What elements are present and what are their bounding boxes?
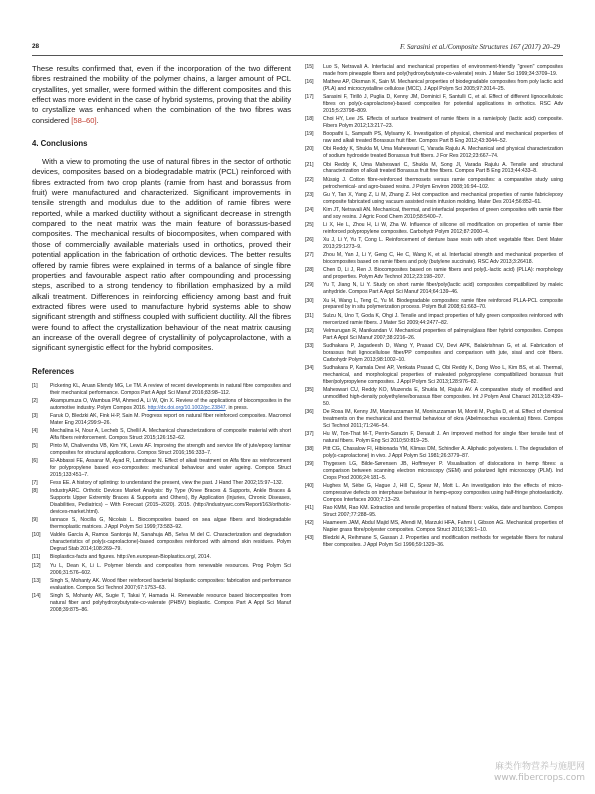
reference-number: [26] [305, 237, 314, 244]
reference-item [305, 79, 563, 93]
reference-text: Xu H, Wang L, Teng C, Yu M. Biodegradable composites: ramie fibre reinforced PLLA-PCL composite prepared by in situ polymerization process. Polym Bull 2008;61:663–70. [323, 297, 563, 311]
reference-item [305, 116, 563, 130]
reference-item [32, 413, 291, 427]
reference-number: [28] [305, 267, 314, 274]
reference-text: Pitt CG, Chasalow FI, Hibionada YM, Klimas DM, Schindler A. Aliphatic polyesters. I. The degradation of poly(ε-caprolactone) in vivo. J Appl Polym Sci 1981;26:3779–87. [323, 446, 563, 459]
reference-number: [30] [305, 297, 314, 304]
reference-item [305, 207, 563, 221]
page-header [32, 43, 560, 55]
reference-text: Zhou M, Yan J, Li Y, Geng C, He C, Wang K, et al. Interfacial strength and mechanical properties of biocomposites based on ramie fibers and poly (butylene succinate). RSC Adv 2013;3:26418. [323, 252, 563, 266]
reference-number: [23] [305, 191, 314, 198]
reference-text: Rao KMM, Rao KM. Extraction and tensile properties of natural fibers: vakka, date and bamboo. Compos Struct 2007;77:288–95. [323, 505, 563, 519]
reference-text: Bioplastics-facts and figures. http://en.european-Bioplastics.org/, 2014. [50, 554, 211, 561]
reference-text: Sarasini F, Tirillò J, Puglia D, Kenny JM, Dominici F, Santulli C, et al. Effect of different lignocellulosic fibres on poly(ε-caprolactone)-based composites for potential applications in orthotics. RSC Adv 2015;5:23798–809. [323, 94, 563, 115]
reference-item [305, 446, 563, 460]
reference-text: Haameem JAM, Abdul Majid MS, Afendi M, Marzuki HFA, Fahmi I, Gibson AG. Mechanical properties of Napier grass fibre/polyester composites. Compos Struct 2016;136:1–10. [323, 520, 563, 534]
reference-number: [17] [305, 94, 314, 101]
reference-number: [8] [32, 488, 38, 495]
reference-text: Pinto M, Chalivendra VB, Kim YK, Lewis AF. Improving the strength and service life of jute/epoxy laminar composites for structural applications. Compos Struct 2016;156:333–7. [50, 443, 291, 456]
reference-text: Mathew AP, Oksman K, Sain M. Mechanical properties of biodegradable composites from poly lactic acid (PLA) and microcrystalline cellulose (MCC). J Appl Polym Sci 2005;97:2014–25. [323, 79, 563, 93]
reference-number: [35] [305, 386, 314, 393]
conclusions-heading: 4. Conclusions [32, 139, 88, 149]
reference-item [32, 480, 291, 487]
reference-number: [16] [305, 79, 314, 86]
reference-item [32, 488, 291, 516]
reference-item [305, 64, 563, 78]
references-heading: References [32, 366, 75, 376]
reference-item [305, 146, 563, 160]
reference-item [32, 554, 291, 561]
reference-item [305, 505, 563, 519]
reference-text: Kim JT, Netravali AN. Mechanical, thermal, and interfacial properties of green composites with ramie fiber and soy resins. J Agric Food Chem 2010;58:5400–7. [323, 206, 563, 220]
reference-number: [22] [305, 176, 314, 183]
reference-number: [2] [32, 397, 38, 404]
reference-item [305, 131, 563, 145]
reference-item [305, 431, 563, 445]
reference-text: Hu W, Ton-That M-T, Perrin-Sarazin F, Denault J. An improved method for single fiber tensile test of natural fibers. Polym Eng Sci 2010;50:819–25. [323, 430, 563, 444]
reference-number: [19] [305, 131, 314, 138]
reference-text: Fess EE. A history of splinting: to understand the present, view the past. J Hand Ther 2002;15:97–132. [50, 480, 284, 487]
reference-number: [34] [305, 364, 314, 371]
reference-text: Sudhakara P, Kamala Devi AP, Venkata Prasad C, Obi Reddy K, Dong Woo L, Kim BS, et al. Thermal, mechanical, and morphological properties of maleated polypropylene compatibilized borassus fruit fiber/polypropylene composites. J Appl Polym Sci 2013;128:976–82. [323, 364, 563, 385]
reference-text: Sudhakara P, Jagadeesh D, Wang Y, Prasad CV, Devi APK, Balakrishnan G, et al. Fabrication of borassus fruit lignocellulose fiber/PP composites and comparison with jute, sisal and coir fibers. Carbohydr Polym 2013;98:1002–10. [323, 342, 563, 363]
reference-item [305, 409, 563, 430]
reference-item [305, 328, 563, 342]
reference-number: [7] [32, 480, 38, 487]
reference-item [32, 398, 291, 412]
reference-item [305, 313, 563, 327]
reference-text: El-Abbassi FE, Assarar M, Ayad R, Lamdouar N. Effect of alkali treatment on Alfa fibre as reinforcement for polypropylene based eco-composites: mechanical behaviour and water ageing. Compos Struct 2015;133:451–7. [50, 458, 291, 478]
reference-item [305, 267, 563, 281]
reference-number: [33] [305, 342, 314, 349]
reference-text: Sulzu N, Uno T, Goda K, Ohgi J. Tensile and impact properties of fully green composites reinforced with mercerized ramie fibers. J Mater Sci 2009;44:2477–82. [323, 312, 563, 326]
reference-number: [38] [305, 446, 314, 453]
reference-number: [42] [305, 520, 314, 527]
reference-text: De Rosa IM, Kenny JM, Maniruzzaman M, Moniruzzaman M, Monti M, Puglia D, et al. Effect of chemical treatments on the mechanical and thermal behaviour of okra (Abelmoschus esculentus) fibres. Compos Sci Technol 2011;71:246–54. [323, 408, 563, 429]
reference-item [305, 94, 563, 115]
reference-text: Valdés García A, Ramos Santonja M, Sanahuja AB, Selva M del C. Characterization and degradation characteristics of poly(ε-caprolactone)-based composites reinforced with almond skin residues. Polym Degrad Stab 2014;108:269–79. [50, 532, 291, 553]
reference-text: Hughes M, Sèbe G, Hague J, Hill C, Spear M, Mott L. An investigation into the effects of micro-compressive defects on interphase behaviour in hemp-epoxy composites using half-fringe photoelasticity. Compos Interfaces 2000;7:13–29. [323, 483, 563, 503]
watermark-line1: 麻类作物营养与施肥网 [494, 762, 585, 772]
reference-item [32, 383, 291, 397]
watermark-line2: www.fibercrops.com [494, 773, 585, 783]
reference-number: [1] [32, 382, 38, 389]
reference-number: [3] [32, 412, 38, 419]
reference-text: Obi Reddy K, Shukla M, Uma Maheswari C, Varada Rajulu A. Mechanical and physical characterization of sodium hydroxide treated Borassus fruit fibers. J For Res 2012;23:667–74. [323, 146, 563, 160]
reference-item [32, 517, 291, 531]
reference-item [32, 532, 291, 553]
reference-item [32, 443, 291, 457]
reference-text: Li X, He L, Zhou H, Li W, Zha W. Influence of silicone oil modification on properties of ramie fiber reinforced polypropylene composites. Carbohydr Polym 2012;87:2000–4. [323, 222, 563, 235]
reference-number: [10] [32, 532, 41, 539]
reference-number: [32] [305, 327, 314, 334]
reference-number: [12] [32, 562, 41, 569]
reference-number: [39] [305, 461, 314, 468]
reference-number: [43] [305, 535, 314, 542]
reference-text: Chen D, Li J, Ren J. Biocomposites based on ramie fibers and poly(L-lactic acid) (PLLA): morphology and properties. Polym Adv Technol 2012;23:198–207. [323, 267, 563, 281]
reference-number: [36] [305, 408, 314, 415]
results-text: These results confirmed that, even if the incorporation of the two different fibres restrained the mobility of the polymer chains, a larger amount of PCL crystallites, yet smaller, were formed within the different composites and this effect was more evident in the case of hybrid systems, proving that the ability to crystallize was enhanced when the combination of the two fibres was considered [32, 64, 291, 125]
doi-link[interactable]: http://dx.doi.org/10.1002/pc.23847 [147, 404, 226, 411]
reference-item [305, 365, 563, 386]
reference-number: [11] [32, 554, 41, 561]
citation-link[interactable]: [58–60] [71, 115, 97, 125]
watermark [494, 762, 585, 784]
reference-text: Obi Reddy K, Uma Maheswari C, Shukla M, Song JI, Varada Rajulu A. Tensile and structural characterization of alkali treated Borassus fruit fine fibers. Compos Part B Eng 2013;44:433–8. [323, 161, 563, 175]
reference-number: [21] [305, 161, 314, 168]
reference-number: [40] [305, 483, 314, 490]
reference-item [32, 458, 291, 479]
reference-number: [6] [32, 458, 38, 465]
reference-text: Müssig J. Cotton fibre-reinforced thermosets versus ramie composites: a comparative study using petrochemical- and agro-based resins. J Polym Environ 2008;16:94–102. [323, 176, 563, 190]
reference-number: [24] [305, 206, 314, 213]
reference-item [305, 282, 563, 296]
reference-item [305, 252, 563, 266]
reference-text: Faruk O, Bledzki AK, Fink H-P, Sain M. Progress report on natural fiber reinforced composites. Macromol Mater Eng 2014;299:9–26. [50, 412, 291, 426]
reference-item [305, 237, 563, 251]
reference-number: [20] [305, 146, 314, 153]
reference-item [305, 177, 563, 191]
header-rule [32, 55, 563, 56]
reference-number: [31] [305, 312, 314, 319]
reference-text: IndustryARC. Orthotic Devices Market Analysis: By Type (Knee Braces & Supports, Ankle Braces & Supports Upper Extremity Braces & Supports and Others), By Application (Injuries, Chronic Diseases, Disabilities, Pediatrics) – With Forecast (2015–2020). 2015. (http://industryarc.com/Report/163/orthotic-devices-market.html). [50, 488, 291, 516]
results-end: . [96, 115, 99, 125]
reference-item [305, 520, 563, 534]
reference-number: [15] [305, 64, 314, 70]
reference-text: Luo S, Netravali A. Interfacial and mechanical properties of environment-friendly "green" composites made from pineapple fibers and poly(hydroxybutyrate-co-valerate) resin. J Mater Sci 1999;34:3709–19. [323, 64, 563, 77]
reference-text: Bledzki A, Reihmane S, Gassan J. Properties and modification methods for vegetable fibers for natural fiber composites. J Appl Polym Sci 1996;59:1329–36. [323, 535, 563, 549]
reference-text: Singh S, Mohanty AK. Wood fiber reinforced bacterial bioplastic composites: fabrication and performance evaluation. Compos Sci Technol 2007;67:1753–63. [50, 577, 291, 591]
reference-text: Mechalina H, Nour A, Lecheb S, Chellil A. Mechanical characterizations of composite material with short Alfa fibers reinforcement. Compos Struct 2015;126:152–62. [50, 427, 291, 441]
reference-item [32, 563, 291, 577]
reference-item [32, 578, 291, 592]
reference-text: Choi HY, Lee JS. Effects of surface treatment of ramie fibers in a ramie/poly (lactic acid) composite. Fibers Polym 2012;13:217–23. [323, 116, 563, 130]
reference-text: Yu T, Jiang N, Li Y. Study on short ramie fiber/poly(lactic acid) composites compatibilized by maleic anhydride. Compos Part A Appl Sci Manuf 2014;64:139–46. [323, 282, 563, 296]
references-list-right [305, 64, 563, 549]
reference-item [305, 298, 563, 312]
reference-text: Boopathi L, Sampath PS, Mylsamy K. Investigation of physical, chemical and mechanical properties of raw and alkali treated Borassus fruit fiber. Compos Part B Eng 2012;43:3044–52. [323, 131, 563, 145]
reference-number: [18] [305, 116, 314, 123]
running-title: F. Sarasini et al./Composite Structures 167 (2017) 20–29 [399, 43, 560, 51]
reference-number: [25] [305, 222, 314, 228]
right-column [305, 64, 563, 764]
reference-tail: . in press. [225, 404, 248, 411]
reference-number: [13] [32, 577, 41, 584]
reference-text: Akampumuza O, Wambua PM, Ahmed A, Li W, Qin X. Review of the applications of biocomposites in the automotive industry. Polym Compos 2016. [50, 397, 291, 411]
reference-text: Thygesen LG, Bilde-Sørensen JB, Hoffmeyer P. Visualisation of dislocations in hemp fibres: a comparison between scanning electron microscopy (SEM) and polarized light microscopy (PLM). Ind Crops Prod 2006;24:181–5. [323, 461, 563, 481]
reference-text: Yu L, Dean K, Li L. Polymer blends and composites from renewable resources. Prog Polym Sci 2006;31:576–602. [50, 562, 291, 576]
reference-text: Iannace S, Nocilla G, Nicolais L. Biocomposites based on sea algae fibers and biodegradable thermoplastic matrices. J Appl Polym Sci 1999;73:583–92. [50, 517, 291, 531]
reference-text: Maheswari CU, Reddy KO, Muzenda E, Shukla M, Rajulu AV. A comparative study of modified and unmodified high-density polyethylene/borassus fiber composites. Int J Polym Anal Charact 2013;18:439–50. [323, 386, 563, 407]
reference-number: [5] [32, 443, 38, 450]
reference-number: [27] [305, 252, 314, 259]
references-list-left [32, 383, 291, 614]
reference-number: [14] [32, 592, 41, 599]
reference-text: Singh S, Mohanty AK, Sugie T, Takai Y, Hamada H. Renewable resource based biocomposites from natural fiber and polyhydroxybutyrate-co-valerate (PHBV) bioplastic. Compos Part A Appl Sci Manuf 2008;39:875–86. [50, 592, 291, 613]
reference-text: Velmurugan R, Manikandan V. Mechanical properties of palmyra/glass fiber hybrid composites. Compos Part A Appl Sci Manuf 2007;38:2216–26. [323, 327, 563, 341]
reference-number: [41] [305, 505, 314, 512]
reference-item [32, 428, 291, 442]
left-column [32, 64, 291, 764]
reference-number: [29] [305, 282, 314, 289]
results-paragraph [32, 64, 291, 126]
reference-item [305, 461, 563, 482]
reference-number: [4] [32, 427, 38, 434]
reference-number: [37] [305, 430, 314, 437]
reference-item [305, 162, 563, 176]
reference-text: Xu J, Li Y, Yu T, Cong L. Reinforcement of denture base resin with short vegetable fiber. Dent Mater 2013;29:1273–9. [323, 237, 563, 251]
conclusions-paragraph: With a view to promoting the use of natural fibres in the sector of orthotic devices, composites based on a biodegradable matrix (PCL) reinforced with fibres extracted from two crop plants (ramie from hast and borassus from fruit) were manufactured and characterized. Significant improvements in tensile strength and modulus due to the addition of ramie fibres were reported, while a marked ductility without a significant decrease in strength compared to the neat matrix was the main feature of borassus-based composites. The mechanical results of biocomposites, when compared with those of commercially available materials used in orthotics, proved their potential application in the fabrication of orthotic devices. The better results offered by ramie fibres were explained in terms of a balance of single fibre properties and favourable aspect ratio after compounding and processing steps, ascribed to a strong tendency to fibrillation emphasized by a mild alkali treatment. Differences in reinforcing efficiency among bast and fruit extracted fibres were used to manufacture hybrid systems able to show significant strength and stiffness coupled with sufficient ductility. All the fibres were found to affect the crystallization behaviour of the neat matrix causing an increase of the overall degree of crystallinity of polycaprolactone, with a significant synergistic effect for the hybrid composites. [32, 157, 291, 353]
page-number: 28 [32, 43, 40, 50]
reference-item [305, 192, 563, 206]
reference-item [305, 483, 563, 504]
reference-item [305, 535, 563, 549]
reference-item [32, 593, 291, 614]
reference-item [305, 387, 563, 408]
reference-item [305, 343, 563, 364]
reference-text: Pickering KL, Aruan Efendy MG, Le TM. A review of recent developments in natural fibre composites and their mechanical performance. Compos Part A Appl Sci Manuf 2016;83:98–112. [50, 382, 291, 396]
reference-text: Gu Y, Tan X, Yang Z, Li M, Zhang Z. Hot compaction and mechanical properties of ramie fabric/epoxy composite fabricated using vacuum assisted resin infusion molding. Mater Des 2014;56:852–61. [323, 191, 563, 205]
reference-item [305, 222, 563, 236]
reference-number: [9] [32, 517, 38, 524]
